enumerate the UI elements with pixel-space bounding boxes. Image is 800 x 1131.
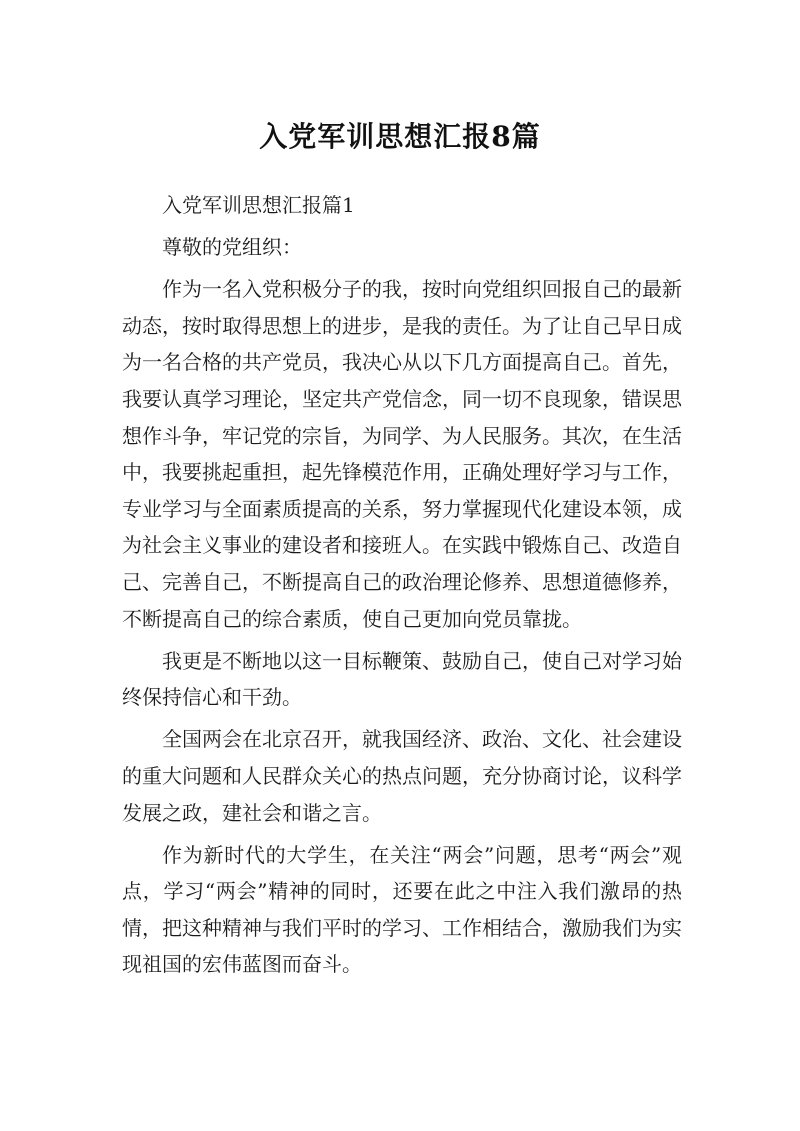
body-paragraph: 作为一名入党积极分子的我，按时向党组织回报自己的最新动态，按时取得思想上的进步，是我的责任。为了让自己早日成为一名合格的共产党员，我决心从以下几方面提高自己。首先，我要认真学习理论，坚定共产党信念，同一切不良现象，错误思想作斗争，牢记党的宗旨，为同学、为人民服务。其次，在生活中，我要挑起重担，起先锋模范作用，正确处理好学习与工作，专业学习与全面素质提高的关系，努力掌握现代化建设本领，成为社会主义事业的建设者和接班人。在实践中锻炼自己、改造自己、完善自己，不断提高自己的政治理论修养、思想道德修养，不断提高自己的综合素质，使自己更加向党员靠拢。 bbox=[122, 277, 682, 631]
section-heading: 入党军训思想汇报篇1 bbox=[162, 193, 355, 217]
document-body bbox=[122, 187, 682, 988]
body-paragraph: 我更是不断地以这一目标鞭策、鼓励自己，使自己对学习始终保持信心和干劲。 bbox=[122, 648, 682, 710]
salutation: 尊敬的党组织： bbox=[162, 235, 302, 260]
body-paragraph: 全国两会在北京召开，就我国经济、政治、文化、社会建设的重大问题和人民群众关心的热点问题，充分协商讨论，议科学发展之政，建社会和谐之言。 bbox=[122, 727, 682, 825]
body-paragraph: 作为新时代的大学生，在关注“两会”问题，思考“两会”观点，学习“两会”精神的同时，还要在此之中注入我们激昂的热情，把这种精神与我们平时的学习、工作相结合，激励我们为实现祖国的宏伟蓝图而奋斗。 bbox=[122, 842, 682, 977]
document-title: 入党军训思想汇报8篇 bbox=[259, 119, 541, 153]
